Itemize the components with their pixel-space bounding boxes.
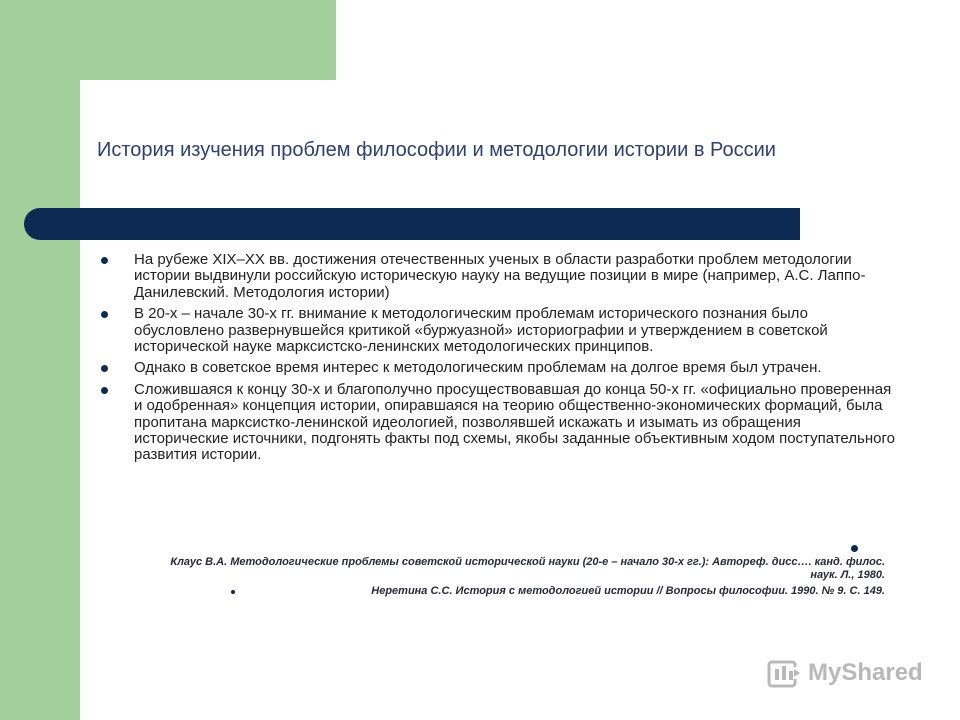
green-side-strip	[0, 0, 80, 720]
watermark-text: MyShared	[808, 659, 923, 686]
bullet-item	[97, 360, 897, 376]
empty-bullet-dot-icon	[851, 545, 858, 552]
reference-1: Клаус В.А. Методологические проблемы советской исторической науки (20-е – начало 30-х гг.): Автореф. дисс…. канд. филос. наук. Л., 1980.	[170, 556, 885, 581]
bullet-list	[97, 252, 897, 469]
bullet-item	[97, 306, 897, 355]
bullet-text: Сложившаяся к концу 30-х и благополучно просуществовавшая до конца 50-х гг. «официально проверенная и одобренная» концепция истории, опиравшаяся на теорию общественно-экономических формаций, была пропитана марксистко-ленинской идеологией, позволявшей искажать и изымать из обращения исторические источники, подгонять факты под схемы, якобы заданные объективным ходом поступательного развития истории.	[134, 380, 895, 464]
bullet-item	[97, 252, 897, 301]
bullet-dot-icon	[101, 387, 108, 394]
bullet-text: В 20-х – начале 30-х гг. внимание к методологическим проблемам исторического познания было обусловлено развернувшейся критикой «буржуазной» историографии и утверждением в советской исторической науке марксистско-ленинских методологических принципов.	[134, 305, 828, 356]
title-divider-bar	[24, 208, 800, 240]
bullet-item	[97, 382, 897, 464]
bullet-text: Однако в советское время интерес к методологическим проблемам на долгое время был утрачен.	[134, 359, 822, 377]
green-top-block	[0, 0, 336, 80]
slide-title: История изучения проблем философии и методологии истории в России	[97, 139, 776, 161]
reference-2: Неретина С.С. История с методологией истории // Вопросы философии. 1990. № 9. С. 149.	[371, 585, 885, 597]
reference-bullet-icon	[231, 590, 235, 594]
bullet-dot-icon	[101, 311, 108, 318]
watermark	[766, 655, 923, 691]
bullet-dot-icon	[101, 257, 108, 264]
rounded-corner	[80, 80, 140, 140]
bullet-dot-icon	[101, 365, 108, 372]
myshared-logo-icon	[766, 655, 802, 691]
bullet-text: На рубеже XIX–XX вв. достижения отечественных ученых в области разработки проблем методологии истории выдвинули российскую историческую науку на ведущие позиции в мире (например, А.С. Лаппо-Данилевский. Методология истории)	[134, 251, 866, 301]
